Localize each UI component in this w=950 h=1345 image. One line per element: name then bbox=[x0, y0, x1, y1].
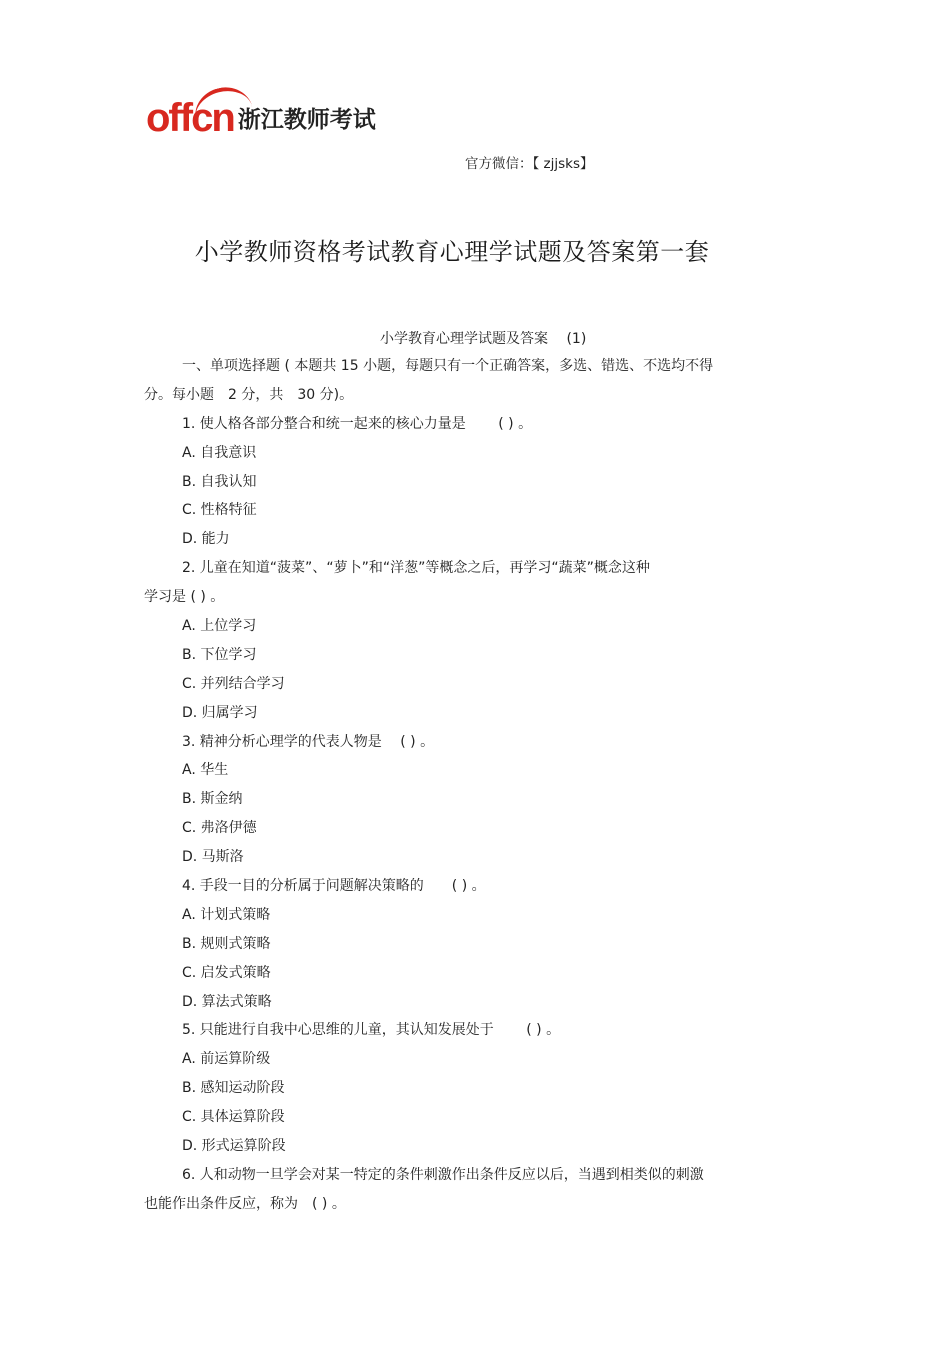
brand-logo bbox=[146, 88, 376, 138]
option: B. 斯金纳 bbox=[182, 791, 243, 808]
logo-text: 浙江教师考试 bbox=[237, 107, 376, 133]
question-4: 4. 手段一目的分析属于问题解决策略的 ( ) 。 bbox=[182, 878, 486, 895]
section-subtitle: 小学教育心理学试题及答案 (1) bbox=[380, 331, 587, 347]
section-instruction: 一、单项选择题 ( 本题共 15 小题，每题只有一个正确答案，多选、错选、不选均不得 bbox=[182, 358, 714, 374]
question-5: 5. 只能进行自我中心思维的儿童，其认知发展处于 ( ) 。 bbox=[182, 1022, 561, 1039]
question-3: 3. 精神分析心理学的代表人物是 ( ) 。 bbox=[182, 733, 435, 750]
option: B. 下位学习 bbox=[182, 646, 257, 663]
option: C. 弗洛伊德 bbox=[182, 820, 257, 837]
option: D. 马斯洛 bbox=[182, 849, 244, 866]
option: A. 计划式策略 bbox=[182, 906, 271, 923]
question-6-cont: 也能作出条件反应，称为 ( ) 。 bbox=[144, 1195, 346, 1212]
question-1: 1. 使人格各部分整合和统一起来的核心力量是 ( ) 。 bbox=[182, 415, 533, 432]
question-6: 6. 人和动物一旦学会对某一特定的条件刺激作出条件反应以后，当遇到相类似的刺激 bbox=[182, 1166, 704, 1183]
question-2-cont: 学习是 ( ) 。 bbox=[144, 589, 225, 606]
option: C. 启发式策略 bbox=[182, 964, 271, 981]
option: D. 能力 bbox=[182, 531, 230, 548]
option: D. 归属学习 bbox=[182, 704, 258, 721]
option: A. 自我意识 bbox=[182, 444, 257, 461]
option: A. 华生 bbox=[182, 762, 229, 779]
offcn-logo-mark: offcn bbox=[146, 98, 234, 138]
option: B. 规则式策略 bbox=[182, 935, 271, 952]
option: A. 前运算阶级 bbox=[182, 1051, 271, 1068]
question-body bbox=[144, 356, 760, 1223]
option: C. 具体运算阶段 bbox=[182, 1109, 285, 1126]
question-2: 2. 儿童在知道“菠菜”、“萝卜”和“洋葱”等概念之后，再学习“蔬菜”概念这种 bbox=[182, 560, 650, 577]
option: D. 算法式策略 bbox=[182, 993, 272, 1010]
option: D. 形式运算阶段 bbox=[182, 1138, 286, 1155]
document-title: 小学教师资格考试教育心理学试题及答案第一套 bbox=[194, 238, 710, 266]
option: B. 自我认知 bbox=[182, 473, 257, 490]
option: A. 上位学习 bbox=[182, 618, 257, 635]
option: C. 并列结合学习 bbox=[182, 675, 285, 692]
wechat-account: 官方微信：【 zjjsks】 bbox=[465, 156, 594, 172]
option: C. 性格特征 bbox=[182, 502, 257, 519]
option: B. 感知运动阶段 bbox=[182, 1080, 285, 1097]
section-instruction-cont: 分。每小题 2 分，共 30 分)。 bbox=[144, 386, 354, 403]
